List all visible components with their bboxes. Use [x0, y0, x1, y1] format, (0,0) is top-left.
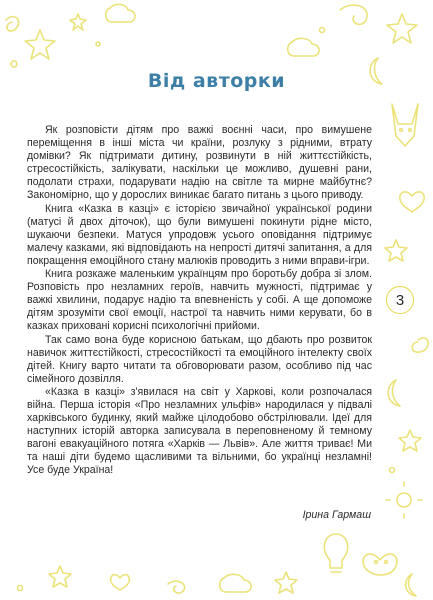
page-number-badge	[386, 286, 414, 314]
crescent-moon-icon	[406, 574, 416, 596]
star-icon	[387, 14, 417, 43]
sun-icon	[397, 493, 411, 507]
cloud-icon	[220, 574, 251, 592]
cloud-icon	[106, 4, 135, 22]
preface-text	[27, 124, 372, 478]
heart-icon	[400, 192, 424, 212]
swirl-icon	[168, 581, 185, 593]
swirl-icon	[340, 5, 367, 24]
page-title: Від авторки	[147, 70, 286, 92]
dot-icon	[96, 42, 100, 46]
dot-icon	[18, 586, 23, 591]
lightbulb-icon	[324, 534, 347, 568]
star-icon	[385, 240, 407, 261]
dot-icon	[390, 468, 395, 473]
bird-icon	[363, 554, 397, 575]
heart-icon	[111, 575, 130, 590]
swirl-icon	[6, 17, 19, 31]
swirl-icon	[412, 338, 428, 352]
fox-face-icon	[392, 104, 418, 146]
star-icon	[25, 30, 55, 59]
crescent-moon-icon	[388, 380, 400, 406]
dot-icon	[11, 61, 17, 67]
paragraph: Книга розкаже маленьким українцям про боротьбу добра зі злом. Розповість про незламних героїв, навчить мужності, підтримає у важкі хвилини, подарує надію та впевненість у собі. А ще допоможе дітям зрозуміти свої емоції, настрої та навчить ними керувати, бо в казках приховані корисні психологічні прийоми.	[27, 268, 372, 333]
paragraph: Книга «Казка в казці» є історією звичайної української родини (матусі й двох діточок), що були вимушені покинути рідне місто, шукаючи безпеки. Матуся упродовж усього оповідання підтримує малечу казками, які відповідають на непрості дитячі запитання, а для покращення емоційного стану малюків проводить з ними вправи-ігри.	[27, 202, 372, 267]
dot-icon	[320, 28, 325, 33]
cloud-icon	[288, 38, 319, 56]
paragraph: Як розповісти дітям про важкі воєнні часи, про вимушене переміщення в інші міста чи країни, розлуку з рідними, втрату домівки? Як підтримати дитину, розвинути в ній життєстійкість, стресостійкість, залікувати, наскільки це можливо, душевні рани, подолати страхи, подарувати надію на світле та мирне майбутнє? Закономірно, що у дорослих виникає багато питань з цього приводу.	[27, 124, 372, 202]
star-icon	[70, 14, 86, 30]
page-number: 3	[395, 291, 405, 309]
star-icon	[49, 566, 71, 587]
star-icon	[275, 572, 297, 593]
paragraph: «Казка в казці» з'явилася на світ у Харкові, коли розпочалася війна. Перша історія «Про незламних ульфів» народилася у підвалі харківського будинку, який майже цілодобово обстрілювали. Ідеї для наступних історій авторка записувала в переповненому й темному вагоні евакуаційного потяга «Харків — Львів». Але життя триває! Ми та наші діти будемо щасливими та вільними, бо українці незламні! Усе буде Україна!	[27, 385, 372, 477]
paragraph: Так само вона буде корисною батькам, що дбають про розвиток навичок життєстійкості, стресостійкості та емоційного інтелекту своїх дітей. Книгу варто читати та обговорювати разом, особливо під час сімейного дозвілля.	[27, 333, 372, 385]
star-icon	[399, 430, 421, 451]
author-signature: Ірина Гармаш	[302, 509, 371, 521]
